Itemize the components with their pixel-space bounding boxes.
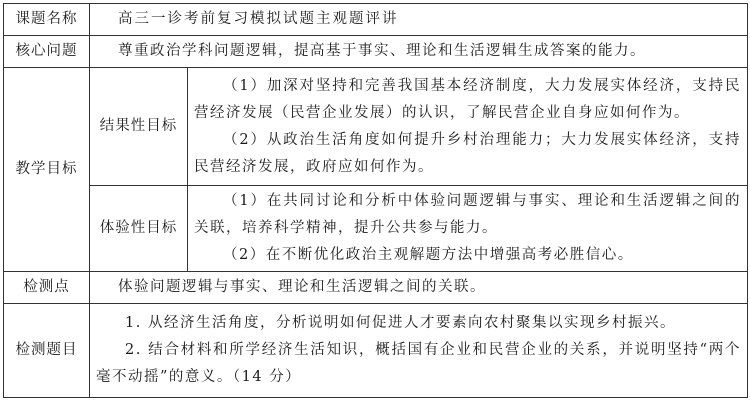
result-goal-item-2: （2）从政治生活角度如何提升乡村治理能力；大力发展实体经济，支持民营经济发展，政府应如何作为。	[194, 131, 741, 175]
core-question-label: 核心问题	[4, 36, 90, 68]
row-core-question	[4, 36, 748, 68]
row-topic	[4, 4, 748, 36]
experience-goal-item-2: （2）在不断优化政治主观解题方法中增强高考必胜信心。	[223, 247, 634, 263]
result-goal-item-1: （1）加深对坚持和完善我国基本经济制度，大力发展实体经济，支持民营经济发展（民营企业发展）的认识，了解民营企业自身应如何作为。	[194, 77, 741, 121]
topic-label: 课题名称	[4, 4, 90, 36]
row-experience-goal	[4, 186, 748, 272]
test-questions-content	[90, 304, 748, 398]
core-question-value	[90, 36, 748, 68]
checkpoint-label: 检测点	[4, 272, 90, 304]
row-checkpoint	[4, 272, 748, 304]
row-test-questions	[4, 304, 748, 398]
topic-value	[90, 4, 748, 36]
checkpoint-value	[90, 272, 748, 304]
test-questions-label: 检测题目	[4, 304, 90, 398]
teaching-goal-label: 教学目标	[4, 68, 90, 272]
test-question-2: 2. 结合材料和所学经济生活知识，概括国有企业和民营企业的关系，并说明坚持“两个毫不动摇”的意义。（14 分）	[96, 342, 741, 385]
core-question-text: 尊重政治学科问题逻辑，提高基于事实、理论和生活逻辑生成答案的能力。	[118, 43, 646, 59]
experience-goal-content	[188, 186, 748, 272]
lesson-plan-table	[3, 3, 748, 398]
experience-goal-item-1: （1）在共同讨论和分析中体验问题逻辑与事实、理论和生活逻辑之间的关联，培养科学精神，提升公共参与能力。	[194, 193, 741, 236]
checkpoint-text: 体验问题逻辑与事实、理论和生活逻辑之间的关联。	[118, 279, 486, 295]
topic-text: 高三一诊考前复习模拟试题主观题评讲	[118, 11, 399, 27]
result-goal-label: 结果性目标	[90, 68, 188, 186]
test-question-1: 1. 从经济生活角度，分析说明如何促进人才要素向农村聚集以实现乡村振兴。	[125, 315, 676, 331]
result-goal-content	[188, 68, 748, 186]
row-result-goal	[4, 68, 748, 186]
experience-goal-label: 体验性目标	[90, 186, 188, 272]
